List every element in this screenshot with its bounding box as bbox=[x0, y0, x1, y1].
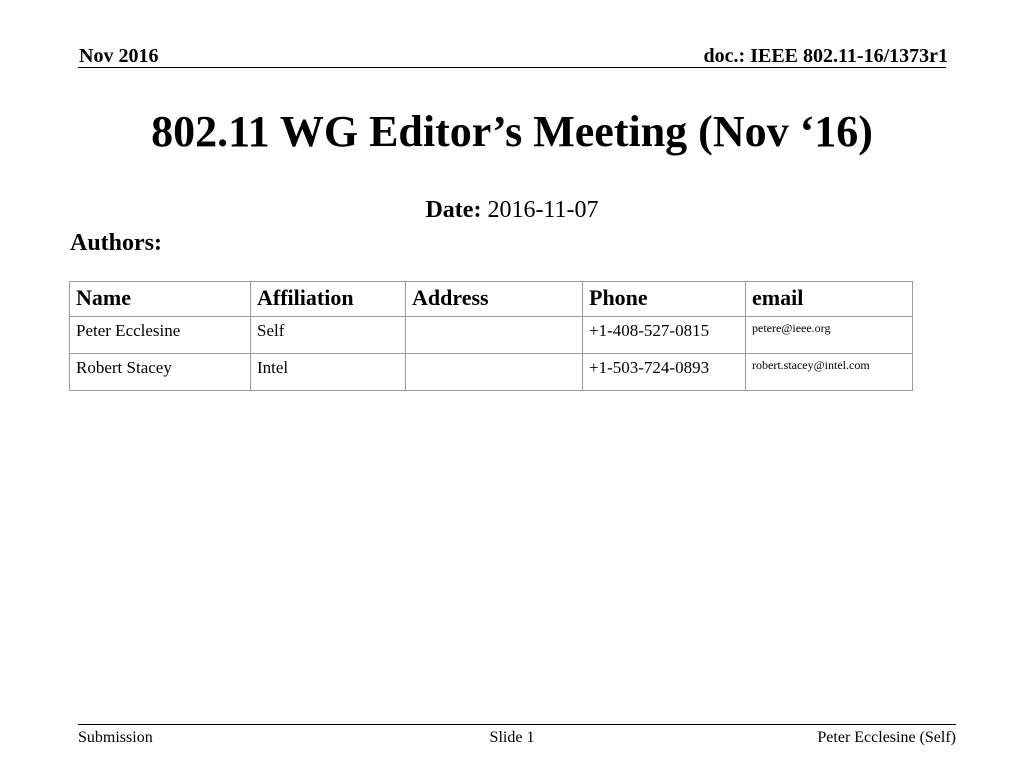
author-name: Robert Stacey bbox=[70, 354, 251, 391]
authors-table bbox=[69, 281, 913, 391]
slide-title: 802.11 WG Editor’s Meeting (Nov ‘16) bbox=[151, 107, 873, 156]
header-date: Nov 2016 bbox=[79, 45, 159, 67]
footer-slide-number: Slide 1 bbox=[489, 729, 535, 746]
author-affiliation: Intel bbox=[251, 354, 406, 391]
column-header-affiliation: Affiliation bbox=[251, 282, 406, 317]
column-header-phone: Phone bbox=[583, 282, 746, 317]
footer-author: Peter Ecclesine (Self) bbox=[817, 729, 956, 746]
date-value: 2016-11-07 bbox=[481, 197, 599, 223]
table-row bbox=[70, 317, 913, 354]
footer-divider bbox=[78, 724, 956, 725]
author-phone: +1-503-724-0893 bbox=[583, 354, 746, 391]
date-label: Date: bbox=[425, 197, 482, 223]
date-line bbox=[0, 195, 1024, 225]
author-phone: +1-408-527-0815 bbox=[583, 317, 746, 354]
column-header-address: Address bbox=[406, 282, 583, 317]
table-row bbox=[70, 354, 913, 391]
column-header-email: email bbox=[746, 282, 913, 317]
header-doc-id: doc.: IEEE 802.11-16/1373r1 bbox=[703, 45, 948, 67]
footer-submission: Submission bbox=[78, 729, 153, 746]
column-header-name: Name bbox=[70, 282, 251, 317]
author-affiliation: Self bbox=[251, 317, 406, 354]
author-address bbox=[406, 354, 583, 391]
author-address bbox=[406, 317, 583, 354]
header-divider bbox=[78, 67, 946, 68]
authors-label: Authors: bbox=[70, 230, 163, 256]
author-email: robert.stacey@intel.com bbox=[746, 354, 913, 391]
table-header-row bbox=[70, 282, 913, 317]
author-email: petere@ieee.org bbox=[746, 317, 913, 354]
author-name: Peter Ecclesine bbox=[70, 317, 251, 354]
